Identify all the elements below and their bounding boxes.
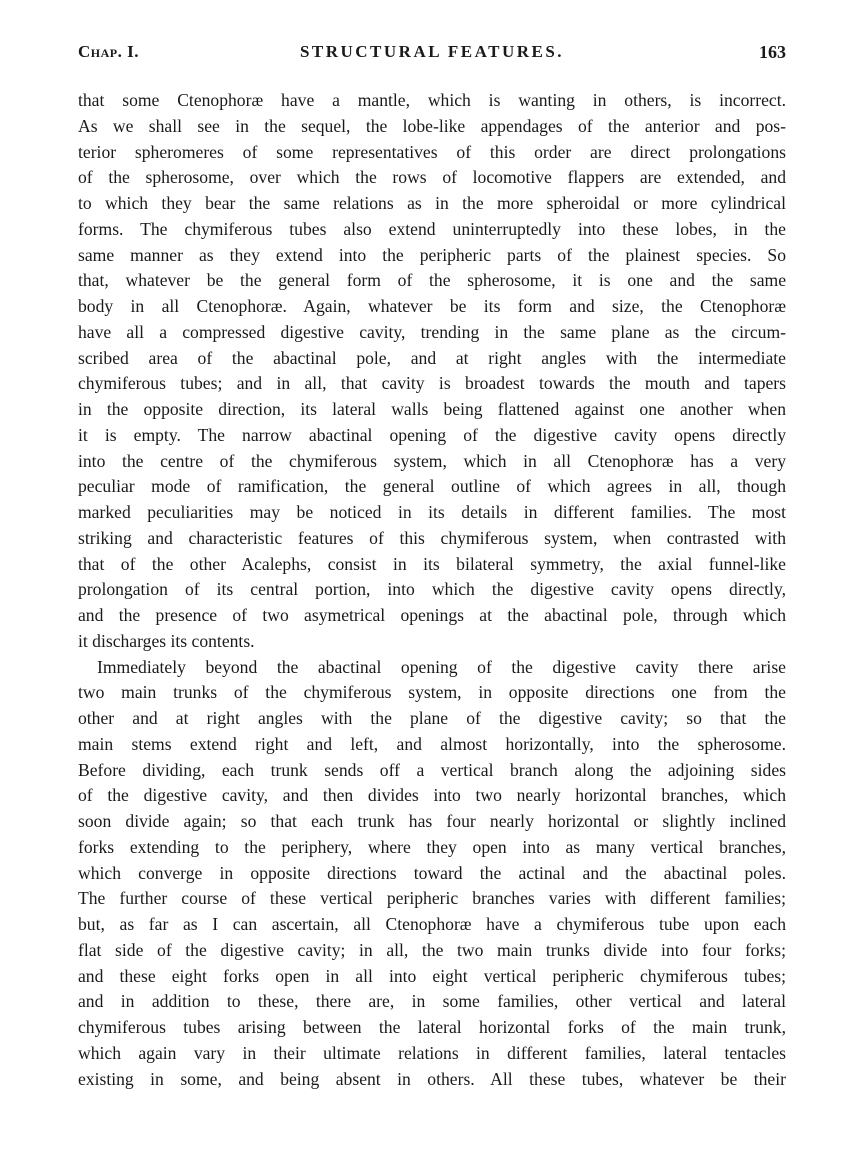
text-line: terior spheromeres of some representatives of this order are direct prolongations — [78, 141, 786, 162]
section-title: STRUCTURAL FEATURES. — [299, 42, 565, 61]
text-line: Before dividing, each trunk sends off a vertical branch along the adjoining sides — [78, 759, 786, 780]
text-line: flat side of the digestive cavity; in all, the two main trunks divide into four forks; — [78, 939, 786, 960]
text-line: soon divide again; so that each trunk has four nearly horizontal or slightly inclined — [78, 811, 786, 831]
text-line: main stems extend right and left, and almost horizontally, into the spherosome. — [78, 733, 786, 754]
text-line: body in all Ctenophoræ. Again, whatever be its form and size, the Ctenophoræ — [78, 296, 786, 316]
text-line: existing in some, and being absent in others. All these tubes, whatever be their — [78, 1068, 786, 1089]
text-line: peculiar mode of ramification, the general outline of which agrees in all, though — [78, 476, 786, 497]
text-line: which again vary in their ultimate relations in different families, lateral tentacles — [78, 1042, 786, 1063]
text-line: chymiferous tubes arising between the lateral horizontal forks of the main trunk, — [78, 1017, 786, 1037]
text-line: that, whatever be the general form of the spherosome, it is one and the same — [78, 270, 786, 291]
text-line: it discharges its contents. — [78, 630, 255, 651]
page-number: 163 — [759, 42, 786, 62]
text-line: chymiferous tubes; and in all, that cavity is broadest towards the mouth and tapers — [78, 373, 787, 394]
text-line: striking and characteristic features of this chymiferous system, when contrasted with — [78, 527, 786, 548]
text-line: that some Ctenophoræ have a mantle, which is wanting in others, is incorrect. — [78, 90, 787, 110]
text-line: into the centre of the chymiferous system, which in all Ctenophoræ has a very — [78, 450, 786, 471]
text-line: two main trunks of the chymiferous system, in opposite directions one from the — [78, 682, 786, 703]
text-line: forks extending to the periphery, where they open into as many vertical branches, — [78, 836, 786, 857]
text-line: forms. The chymiferous tubes also extend uninterruptedly into these lobes, in the — [78, 218, 786, 239]
text-line: and these eight forks open in all into eight vertical peripheric chymiferous tubes; — [78, 965, 786, 986]
text-line: same manner as they extend into the peripheric parts of the plainest species. So — [78, 244, 786, 265]
text-line: of the spherosome, over which the rows of locomotive flappers are extended, and — [78, 167, 786, 188]
text-line: scribed area of the abactinal pole, and at right angles with the intermediate — [78, 347, 786, 368]
text-line: Immediately beyond the abactinal opening of the digestive cavity there arise — [97, 656, 786, 677]
text-line: have all a compressed digestive cavity, trending in the same plane as the circum- — [78, 321, 786, 342]
text-line: that of the other Acalephs, consist in its bilateral symmetry, the axial funnel-like — [78, 553, 786, 574]
chapter-label: Chap. I. — [78, 42, 139, 61]
text-line: it is empty. The narrow abactinal opening of the digestive cavity opens directly — [78, 424, 787, 445]
text-line: in the opposite direction, its lateral walls being flattened against one another when — [78, 399, 787, 419]
running-head — [78, 42, 786, 70]
body-text — [78, 88, 786, 1092]
text-line: marked peculiarities may be noticed in its details in different families. The most — [78, 502, 786, 522]
text-line: to which they bear the same relations as in the more spheroidal or more cylindrical — [78, 193, 786, 213]
text-line: and in addition to these, there are, in some families, other vertical and lateral — [78, 991, 787, 1012]
text-line: which converge in opposite directions toward the actinal and the abactinal poles. — [78, 862, 786, 883]
text-line: of the digestive cavity, and then divides into two nearly horizontal branches, which — [78, 785, 786, 806]
text-line: The further course of these vertical peripheric branches varies with different families; — [78, 888, 786, 909]
text-line: and the presence of two asymetrical openings at the abactinal pole, through which — [78, 605, 786, 625]
text-line: other and at right angles with the plane of the digestive cavity; so that the — [78, 708, 786, 728]
text-line: As we shall see in the sequel, the lobe-like appendages of the anterior and pos- — [78, 115, 786, 136]
text-line: prolongation of its central portion, into which the digestive cavity opens directly, — [78, 579, 786, 600]
text-line: but, as far as I can ascertain, all Ctenophoræ have a chymiferous tube upon each — [78, 914, 786, 934]
